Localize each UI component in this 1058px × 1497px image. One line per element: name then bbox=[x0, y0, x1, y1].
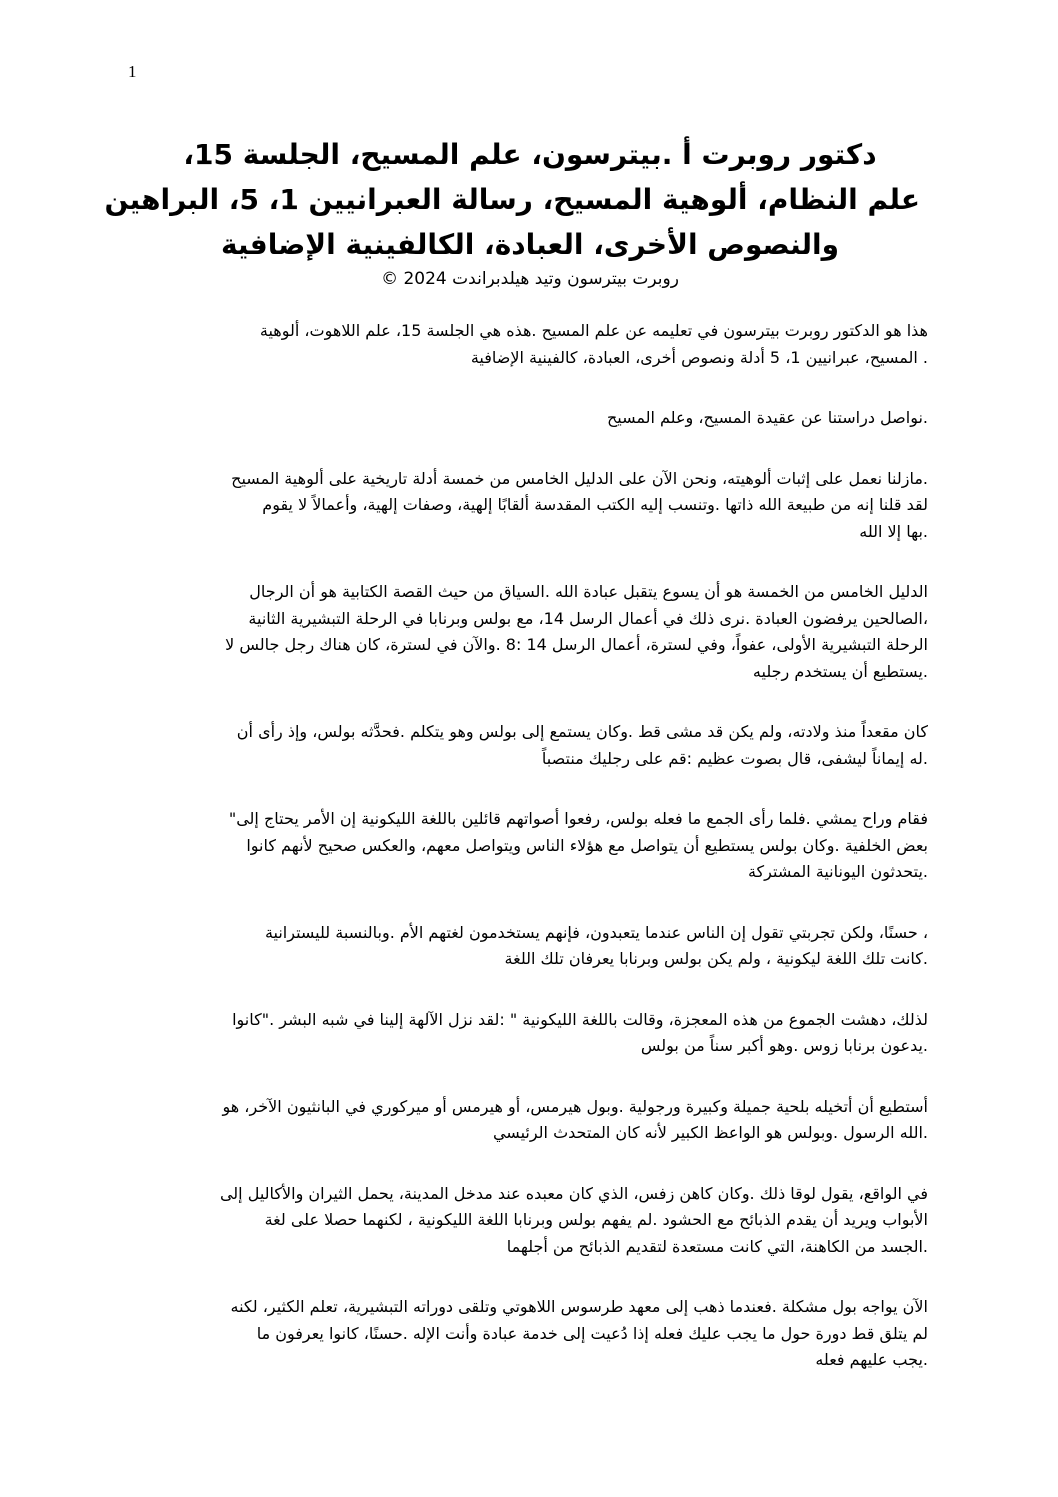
text-line: ،الصالحين يرفضون العبادة .نرى ذلك في أعمال الرسل 14، مع بولس وبرنابا في الرحلة التبشيرية الثانية bbox=[248, 608, 928, 628]
text-line: فقام وراح يمشي .فلما رأى الجمع ما فعله بولس، رفعوا أصواتهم قائلين باللغة الليكونية إن الأمر يحتاج إلى" bbox=[228, 809, 928, 828]
paragraph bbox=[128, 1181, 928, 1261]
paragraph bbox=[128, 579, 928, 685]
text-line: .يستطيع أن يستخدم رجليه bbox=[752, 661, 928, 681]
paragraph bbox=[128, 318, 928, 371]
text-line: لذلك، دهشت الجموع من هذه المعجزة، وقالت باللغة الليكونية " :لقد نزل الآلهة إلينا في شبه البشر ."كانوا bbox=[232, 1009, 928, 1029]
text-line: ، حسنًا، ولكن تجربتي تقول إن الناس عندما يتعبدون، فإنهم يستخدمون لغتهم الأم .وبالنسبة لليسترانية bbox=[264, 922, 928, 942]
copyright-notice: روبرت بيترسون وتيد هيلدبراندت 2024 © bbox=[381, 269, 679, 289]
paragraph bbox=[128, 806, 928, 886]
text-line: لقد قلنا إنه من طبيعة الله ذاتها .وتنسب إليه الكتب المقدسة ألقابًا إلهية، وصفات إلهية، وأعمالاً لا يقوم bbox=[262, 495, 928, 514]
text-line: .يتحدثون اليونانية المشتركة bbox=[747, 862, 928, 881]
text-line: كان مقعداً منذ ولادته، ولم يكن قد مشى قط .وكان يستمع إلى بولس وهو يتكلم .فحدَّثه بولس، وإذ رأى أن bbox=[236, 722, 928, 741]
text-line: .يجب عليهم فعله bbox=[815, 1350, 928, 1369]
text-line: .مازلنا نعمل على إثبات ألوهيته، ونحن الآن على الدليل الخامس من خمسة أدلة تاريخية على ألوهية المسيح bbox=[231, 468, 928, 488]
text-line: الدليل الخامس من الخمسة هو أن يسوع يتقبل عبادة الله .السياق من حيث القصة الكتابية هو أن الرجال bbox=[249, 582, 928, 601]
text-line: الآن يواجه بول مشكلة .فعندما ذهب إلى معهد طرسوس اللاهوتي وتلقى دوراته التبشيرية، تعلم الكثير، لكنه bbox=[230, 1297, 928, 1316]
paragraph bbox=[128, 1007, 928, 1060]
text-line: بعض الخلفية .وكان بولس يستطيع أن يتواصل مع هؤلاء الناس ويتواصل معهم، والعكس صحيح لأنهم كانوا bbox=[246, 835, 928, 855]
title-line: علم النظام، ألوهية المسيح، رسالة العبرانيين 1، 5، البراهين bbox=[104, 183, 920, 216]
text-line: .بها إلا الله bbox=[859, 521, 928, 541]
title-line: والنصوص الأخرى، العبادة، الكالفينية الإضافية bbox=[220, 228, 840, 261]
text-line: الرحلة التبشيرية الأولى، عفواً، وفي لسترة، أعمال الرسل 14 :8 .والآن في لسترة، كان هناك رجل جالس لا bbox=[225, 635, 928, 654]
paragraph bbox=[128, 719, 928, 772]
text-line: .الجسد من الكاهنة، التي كانت مستعدة لتقديم الذبائح من أجلهما bbox=[506, 1236, 928, 1256]
paragraph bbox=[128, 466, 928, 546]
text-line: .الله الرسول .وبولس هو الواعظ الكبير لأنه كان المتحدث الرئيسي bbox=[492, 1123, 928, 1142]
text-line: .له إيماناً ليشفى، قال بصوت عظيم :قم على رجليك منتصباً bbox=[541, 748, 928, 768]
text-line: .نواصل دراستنا عن عقيدة المسيح، وعلم المسيح bbox=[606, 408, 928, 427]
document-body bbox=[128, 318, 928, 1408]
paragraph bbox=[128, 405, 928, 432]
text-line: .يدعون برنابا زوس .وهو أكبر سناً من بولس bbox=[640, 1036, 928, 1055]
document-header bbox=[104, 132, 920, 291]
text-line: الأبواب ويريد أن يقدم الذبائح مع الحشود .لم يفهم بولس وبرنابا اللغة الليكونية ، لكنهما حصلا على لغة bbox=[264, 1210, 928, 1229]
text-line: أستطيع أن أتخيله بلحية جميلة وكبيرة ورجولية .وبول هيرمس، أو هيرمس أو ميركوري في البانثيون الآخر، هو bbox=[222, 1096, 928, 1116]
text-line: هذا هو الدكتور روبرت بيترسون في تعليمه عن علم المسيح .هذه هي الجلسة 15، علم اللاهوت، ألوهية bbox=[259, 321, 928, 340]
text-line: . المسيح، عبرانيين 1، 5 أدلة ونصوص أخرى، العبادة، كالفينية الإضافية bbox=[470, 347, 928, 367]
text-line: .كانت تلك اللغة ليكونية ، ولم يكن بولس وبرنابا يعرفان تلك اللغة bbox=[504, 949, 928, 968]
paragraph bbox=[128, 920, 928, 973]
text-line: في الواقع، يقول لوقا ذلك .وكان كاهن زفس، الذي كان معبده عند مدخل المدينة، يحمل الثيران والأكاليل إلى bbox=[219, 1183, 928, 1203]
text-line: لم يتلق قط دورة حول ما يجب عليك فعله إذا دُعيت إلى خدمة عبادة وأنت الإله .حسنًا، كانوا يعرفون ما bbox=[256, 1323, 928, 1343]
title-line: دكتور روبرت أ .بيترسون، علم المسيح، الجلسة 15، bbox=[183, 138, 877, 171]
paragraph bbox=[128, 1094, 928, 1147]
page-number: 1 bbox=[128, 62, 137, 81]
paragraph bbox=[128, 1294, 928, 1374]
